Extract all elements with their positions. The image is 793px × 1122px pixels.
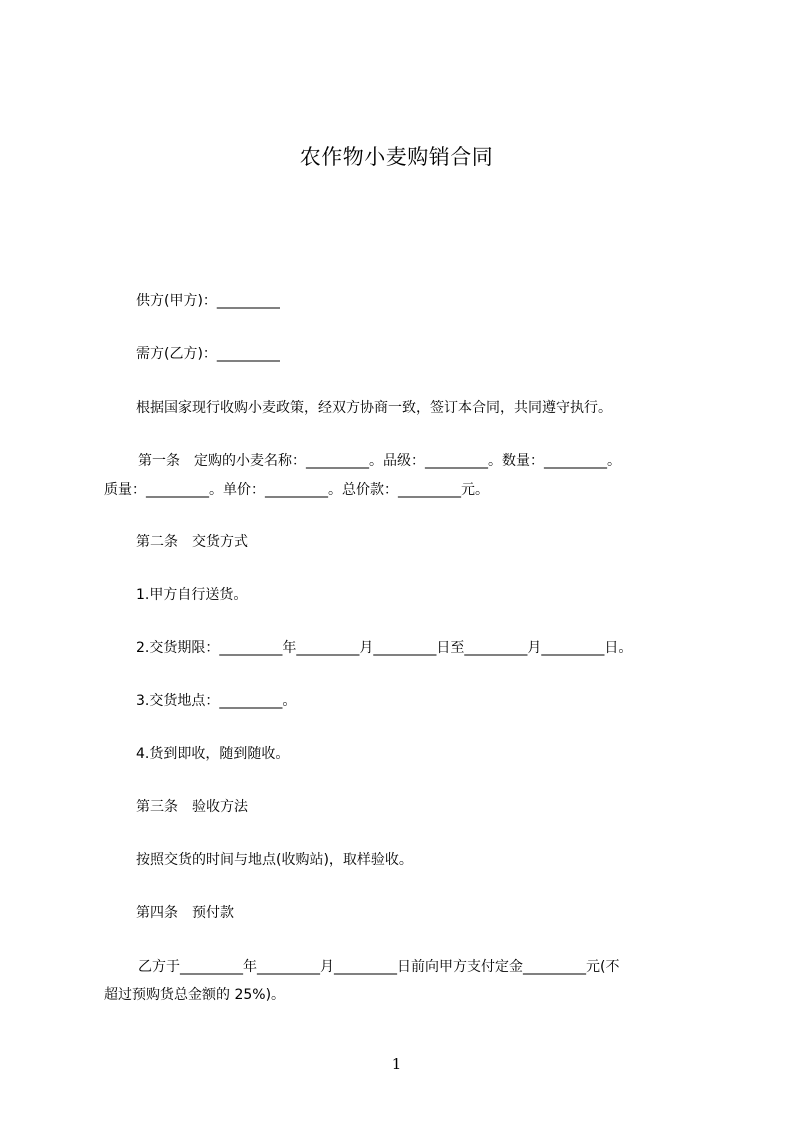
document-title: 农作物小麦购销合同 <box>299 145 494 169</box>
article4-heading: 第四条 预付款 <box>136 905 234 921</box>
delivery-item-3: 3.交货地点：_________。 <box>136 693 297 709</box>
article3-heading: 第三条 验收方法 <box>136 799 248 815</box>
page-number: 1 <box>391 1055 402 1073</box>
party-a-line: 供方(甲方)：_________ <box>136 293 280 309</box>
delivery-item-4: 4.货到即收，随到随收。 <box>136 746 290 762</box>
article2-heading: 第二条 交货方式 <box>136 534 248 550</box>
delivery-item-1: 1.甲方自行送货。 <box>136 587 248 603</box>
preamble-paragraph: 根据国家现行收购小麦政策，经双方协商一致，签订本合同，共同遵守执行。 <box>136 400 612 416</box>
article3-body: 按照交货的时间与地点(收购站)，取样验收。 <box>136 852 413 868</box>
article4-line2: 超过预购货总金额的 25%)。 <box>104 987 286 1003</box>
article1-line1: 第一条 定购的小麦名称：_________。品级：_________。数量：_________。 <box>138 453 621 469</box>
article1-line2: 质量：_________。单价：_________。总价款：_________元。 <box>104 482 489 498</box>
party-b-line: 需方(乙方)：_________ <box>136 346 280 362</box>
delivery-item-2: 2.交货期限：_________年_________月_________日至_________月_________日。 <box>136 640 633 656</box>
article4-line1: 乙方于_________年_________月_________日前向甲方支付定金_________元(不 <box>138 959 620 975</box>
